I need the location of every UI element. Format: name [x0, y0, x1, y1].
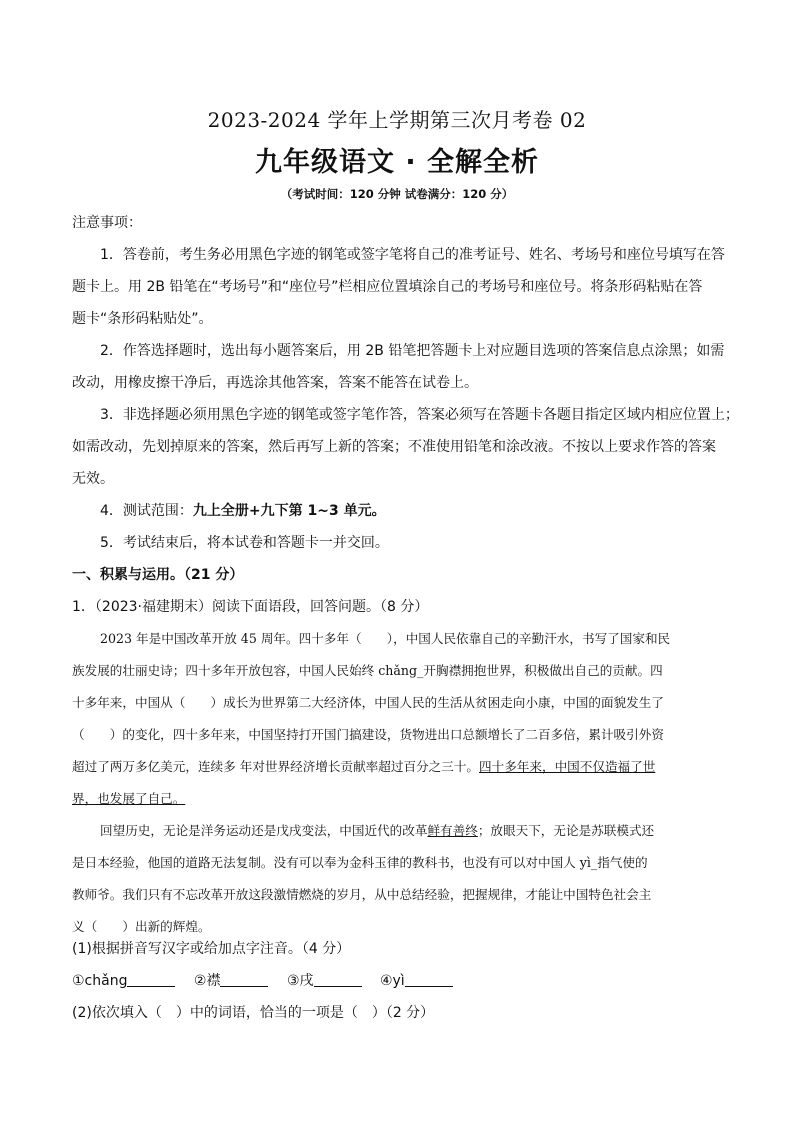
passage-p2-line-1 — [100, 821, 722, 841]
blank-label-3: ③戌 — [286, 973, 314, 989]
passage-p2-line-1-c: ；放眼天下，无论是苏联模式还 — [477, 823, 655, 838]
underlined-phrase: 鲜有善终 — [427, 823, 478, 838]
passage-line-3: 十多年来，中国从（ ）成长为世界第二大经济体，中国人民的生活从贫困走向小康，中国的面貌发生了 — [72, 695, 664, 710]
blank-label-2: ②襟 — [193, 973, 221, 989]
exam-title: 2023-2024 学年上学期第三次月考卷 02 — [207, 108, 587, 132]
notice-item-4-prefix: 4．测试范围： — [100, 503, 193, 519]
subject-title: 九年级语文 · 全解全析 — [254, 147, 540, 178]
passage-line-6 — [72, 789, 722, 809]
answer-blank-2[interactable] — [220, 972, 268, 987]
notice-item-3-line-3: 无效。 — [72, 471, 114, 487]
passage-line-2: 族发展的壮丽史诗；四十多年开放包容，中国人民始终 chǎng_开胸襟拥抱世界，积极做出自己的贡献。四 — [72, 663, 663, 678]
notice-item-3-line-1: 3．非选择题必须用黑色字迹的钢笔或签字笔作答，答案必须写在答题卡各题目指定区域内相应位置上； — [100, 407, 739, 423]
question-1-stem: 1．（2023·福建期末）阅读下面语段，回答问题。（8 分） — [72, 599, 429, 615]
notice-item-1-line-3: 题卡“条形码粘贴处”。 — [72, 311, 213, 327]
sub-question-1: (1)根据拼音写汉字或给加点字注音。（4 分） — [72, 941, 351, 957]
passage-p2-line-3: 教师爷。我们只有不忘改革开放这段激情燃烧的岁月，从中总结经验，把握规律，才能让中国特色社会主 — [72, 887, 652, 902]
passage-line-5 — [72, 757, 722, 777]
notice-item-1-line-2: 题卡上。用 2B 铅笔在“考场号”和“座位号”栏相应位置填涂自己的考场号和座位号。将条形码粘贴在答 — [72, 279, 703, 295]
passage-p2-line-2: 是日本经验，他国的道路无法复制。没有可以奉为金科玉律的教科书，也没有可以对中国人 yì_指气使的 — [72, 855, 648, 870]
notice-item-5: 5．考试结束后，将本试卷和答题卡一并交回。 — [100, 535, 389, 551]
underlined-sentence-part-2: 界，也发展了自己。 — [72, 791, 186, 806]
notice-heading: 注意事项： — [72, 215, 142, 231]
passage-p2-line-1-a: 回望历史，无论是洋务运动还是戊戌变法，中国近代的改革 — [100, 823, 428, 838]
blank-label-1: ①chǎng — [72, 973, 128, 989]
underlined-sentence-part-1: 四十多年来，中国不仅造福了世 — [479, 759, 656, 774]
answer-blank-4[interactable] — [405, 972, 453, 987]
section-heading: 一、积累与运用。（21 分） — [72, 567, 244, 583]
sub-question-2: (2)依次填入（ ）中的词语，恰当的一项是（ ）（2 分） — [72, 1005, 435, 1021]
answer-blank-1[interactable] — [127, 972, 175, 987]
blank-label-4: ④yì — [379, 973, 405, 989]
exam-info: （考试时间：120 分钟 试卷满分：120 分） — [280, 187, 514, 201]
notice-item-1-line-1: 1．答卷前，考生务必用黑色字迹的钢笔或签字笔将自己的准考证号、姓名、考场号和座位号填写在答 — [100, 247, 725, 263]
notice-item-2-line-1: 2．作答选择题时，选出每小题答案后，用 2B 铅笔把答题卡上对应题目选项的答案信息点涂黑；如需 — [100, 343, 725, 359]
notice-item-2-line-2: 改动，用橡皮擦干净后，再选涂其他答案，答案不能答在试卷上。 — [72, 375, 478, 391]
passage-p2-line-4: 义（ ）出新的辉煌。 — [72, 919, 211, 934]
notice-item-4-range: 九上全册+九下第 1~3 单元。 — [192, 503, 386, 519]
passage-line-4: （ ）的变化，四十多年来，中国坚持打开国门搞建设，货物进出口总额增长了二百多倍，累计吸引外资 — [72, 727, 664, 742]
notice-item-3-line-2: 如需改动，先划掉原来的答案，然后再写上新的答案；不准使用铅笔和涂改液。不按以上要求作答的答案 — [72, 439, 716, 455]
passage-line-5-text: 超过了两万多亿美元，连续多 年对世界经济增长贡献率超过百分之三十。 — [72, 759, 480, 774]
answer-blanks-row — [72, 971, 722, 991]
answer-blank-3[interactable] — [314, 972, 362, 987]
notice-item-4 — [100, 501, 722, 521]
passage-line-1: 2023 年是中国改革开放 45 周年。四十多年（ ），中国人民依靠自己的辛勤汗水，书写了国家和民 — [100, 631, 671, 646]
